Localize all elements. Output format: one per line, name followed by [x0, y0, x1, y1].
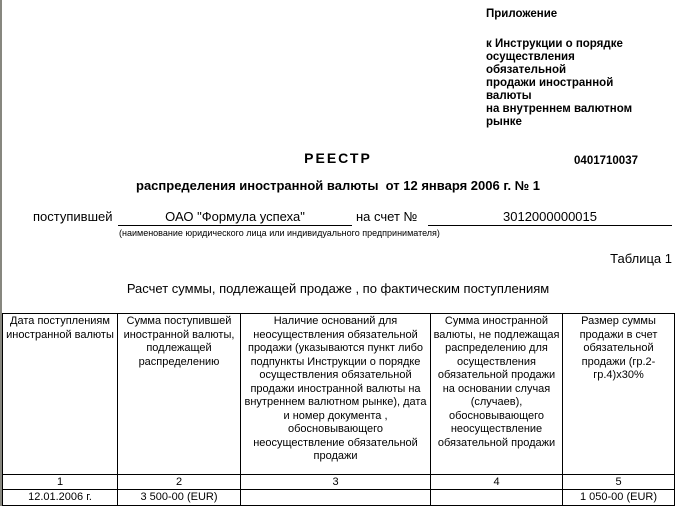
company-name-field: ОАО "Формула успеха" — [118, 209, 352, 226]
instruction-line-2: осуществления обязательной — [486, 51, 575, 76]
cell-amount-received: 3 500-00 (EUR) — [118, 490, 241, 506]
instruction-line-4: на внутреннем валютном рынке — [486, 103, 633, 128]
column-number: 3 — [241, 475, 431, 490]
column-numbers-row — [3, 475, 675, 490]
document-subtitle: распределения иностранной валюты от 12 января 2006 г. № 1 — [136, 178, 540, 193]
header-cell-grounds: Наличие оснований для неосуществления обязательной продажи (указываются пункт либо подпункты Инструкции о порядке осуществления обязательной продажи иностранной валюты на внутреннем валютном рынке), дата и номер документа , обосновывающего неосуществление обязательной продажи — [241, 314, 431, 475]
instruction-line-1: к Инструкции о порядке — [486, 38, 623, 50]
recipient-prefix-label: поступившей — [33, 209, 113, 224]
column-number: 2 — [118, 475, 241, 490]
table-title: Расчет суммы, подлежащей продаже , по фактическим поступлениям — [126, 281, 550, 296]
form-code: 0401710037 — [574, 155, 638, 167]
registry-table — [2, 313, 675, 506]
appendix-label: Приложение — [486, 8, 558, 20]
table-header-row — [3, 314, 675, 475]
cell-sale-amount: 1 050-00 (EUR) — [563, 490, 675, 506]
cell-amount-excluded — [431, 490, 563, 506]
appendix-block — [486, 8, 658, 168]
table-row — [3, 490, 675, 506]
cell-grounds — [241, 490, 431, 506]
account-label: на счет № — [356, 209, 418, 224]
company-field-caption: (наименование юридического лица или индивидуального предпринимателя) — [119, 228, 440, 238]
column-number: 1 — [3, 475, 118, 490]
instruction-line-3: продажи иностранной валюты — [486, 77, 614, 102]
account-number-field: 3012000000015 — [428, 209, 672, 226]
column-number: 4 — [431, 475, 563, 490]
cell-date: 12.01.2006 г. — [3, 490, 118, 506]
header-cell-date: Дата поступлениям иностранной валюты — [3, 314, 118, 475]
document-title: РЕЕСТР — [304, 150, 372, 166]
header-cell-sale-amount: Размер суммы продажи в счет обязательной продажи (гр.2-гр.4)х30% — [563, 314, 675, 475]
header-cell-amount-excluded: Сумма иностранной валюты, не подлежащая распределению для осуществления обязательной продажи на основании случая (случаев), обосновывающего неосуществление обязательной продажи — [431, 314, 563, 475]
recipient-line — [0, 209, 676, 245]
table-number-label: Таблица 1 — [610, 251, 672, 266]
column-number: 5 — [563, 475, 675, 490]
header-cell-amount-received: Сумма поступившей иностранной валюты, подлежащей распределению — [118, 314, 241, 475]
